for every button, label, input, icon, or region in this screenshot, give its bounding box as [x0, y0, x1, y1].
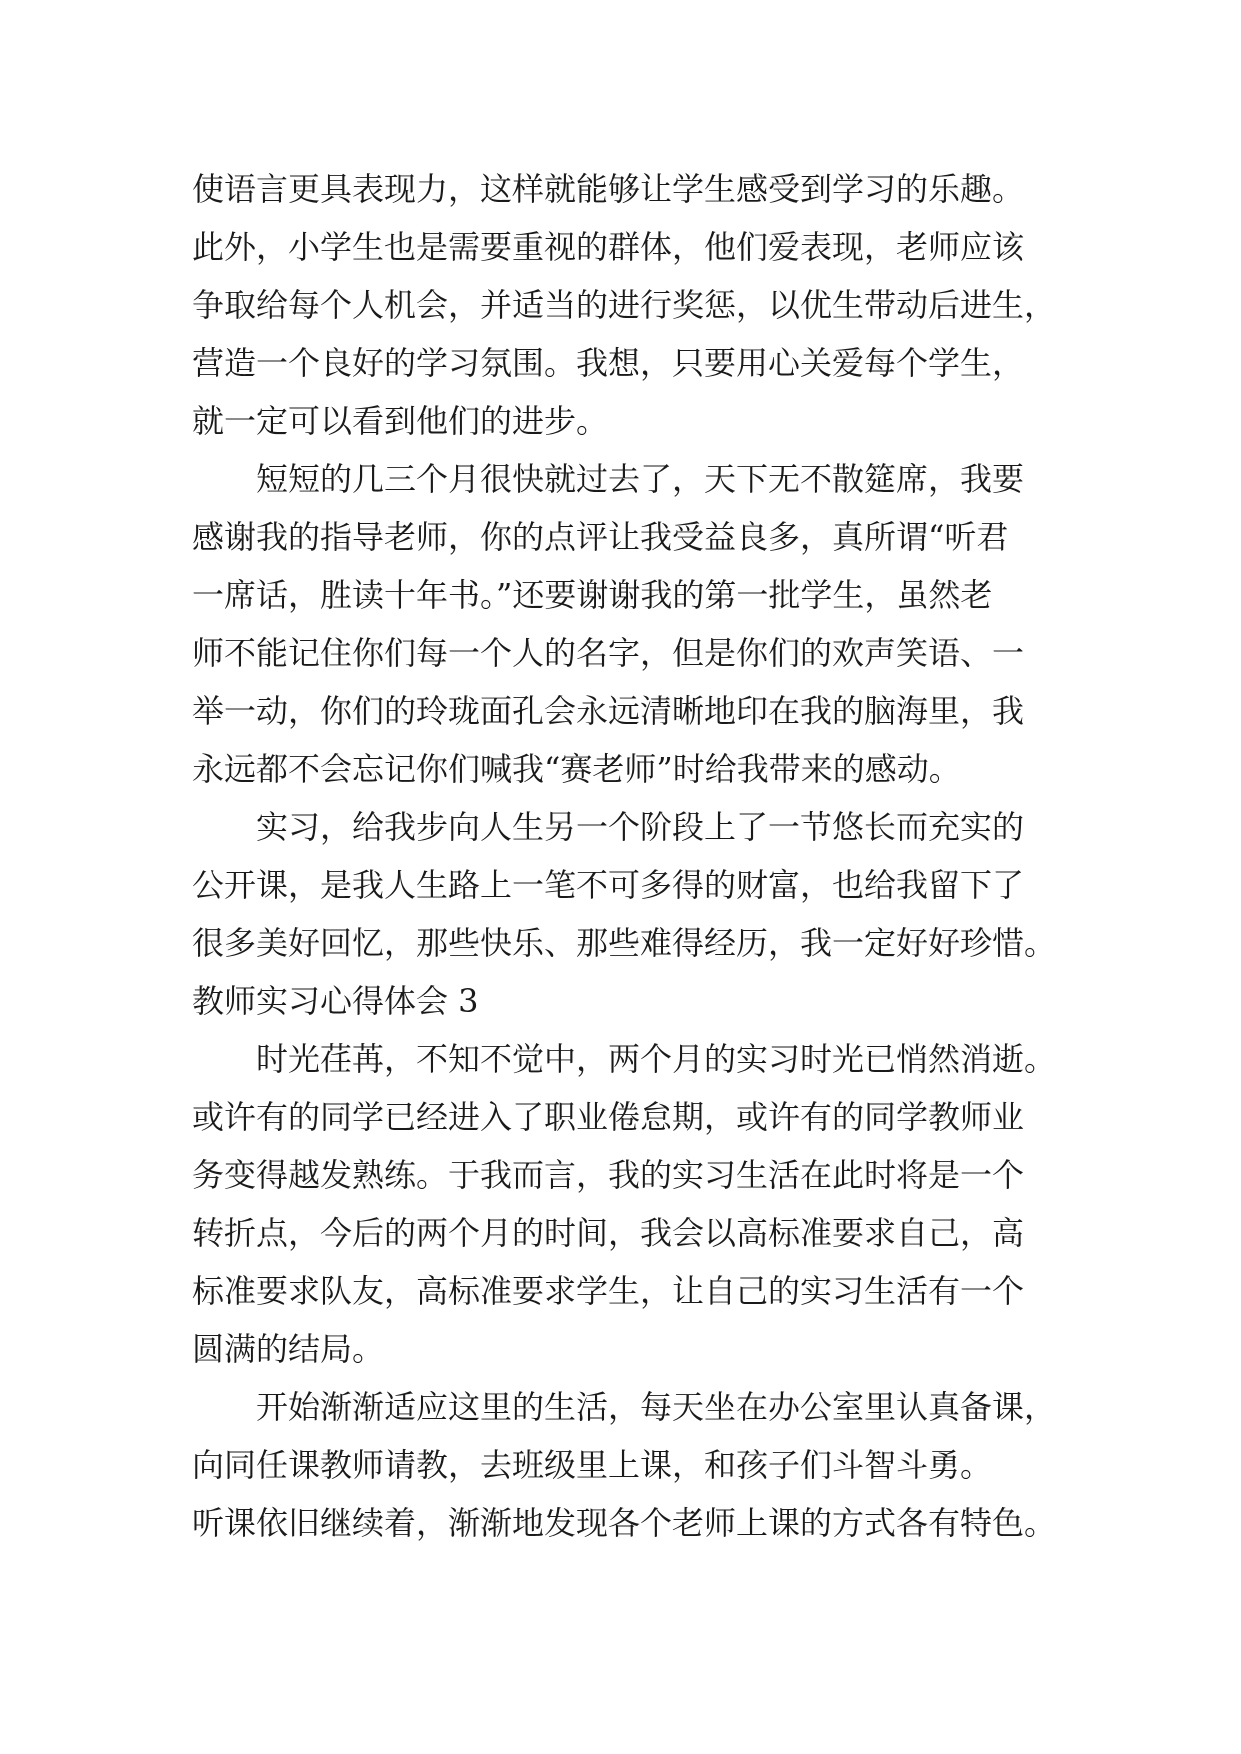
paragraph-start-line: 实习，给我步向人生另一个阶段上了一节悠长而充实的	[256, 808, 1025, 846]
section-heading: 教师实习心得体会 3	[192, 982, 479, 1020]
text-line: 圆满的结局。	[192, 1330, 385, 1368]
paragraph-start-line: 时光荏苒，不知不觉中，两个月的实习时光已悄然消逝。	[256, 1040, 1057, 1078]
document-body	[192, 160, 1072, 1552]
text-line: 听课依旧继续着，渐渐地发现各个老师上课的方式各有特色。	[192, 1504, 1057, 1542]
text-line: 师不能记住你们每一个人的名字，但是你们的欢声笑语、一	[192, 634, 1025, 672]
text-line: 就一定可以看到他们的进步。	[192, 402, 609, 440]
text-line: 很多美好回忆，那些快乐、那些难得经历，我一定好好珍惜。	[192, 924, 1057, 962]
paragraph-start-line: 开始渐渐适应这里的生活，每天坐在办公室里认真备课，	[256, 1388, 1057, 1426]
text-line: 举一动，你们的玲珑面孔会永远清晰地印在我的脑海里，我	[192, 692, 1025, 730]
text-line: 此外，小学生也是需要重视的群体，他们爱表现，老师应该	[192, 228, 1025, 266]
text-line: 公开课，是我人生路上一笔不可多得的财富，也给我留下了	[192, 866, 1025, 904]
text-line: 向同任课教师请教，去班级里上课，和孩子们斗智斗勇。	[192, 1446, 993, 1484]
text-line: 标准要求队友，高标准要求学生，让自己的实习生活有一个	[192, 1272, 1025, 1310]
text-line: 感谢我的指导老师，你的点评让我受益良多，真所谓“听君	[192, 518, 1009, 556]
text-line: 一席话，胜读十年书。”还要谢谢我的第一批学生，虽然老	[192, 576, 993, 614]
text-line: 或许有的同学已经进入了职业倦怠期，或许有的同学教师业	[192, 1098, 1025, 1136]
paragraph-start-line: 短短的几三个月很快就过去了，天下无不散筵席，我要	[256, 460, 1025, 498]
text-line: 务变得越发熟练。于我而言，我的实习生活在此时将是一个	[192, 1156, 1025, 1194]
text-line: 永远都不会忘记你们喊我“赛老师”时给我带来的感动。	[192, 750, 961, 788]
text-line: 争取给每个人机会，并适当的进行奖惩，以优生带动后进生，	[192, 286, 1057, 324]
text-line: 转折点，今后的两个月的时间，我会以高标准要求自己，高	[192, 1214, 1025, 1252]
text-line: 营造一个良好的学习氛围。我想，只要用心关爱每个学生，	[192, 344, 1025, 382]
text-line: 使语言更具表现力，这样就能够让学生感受到学习的乐趣。	[192, 170, 1025, 208]
